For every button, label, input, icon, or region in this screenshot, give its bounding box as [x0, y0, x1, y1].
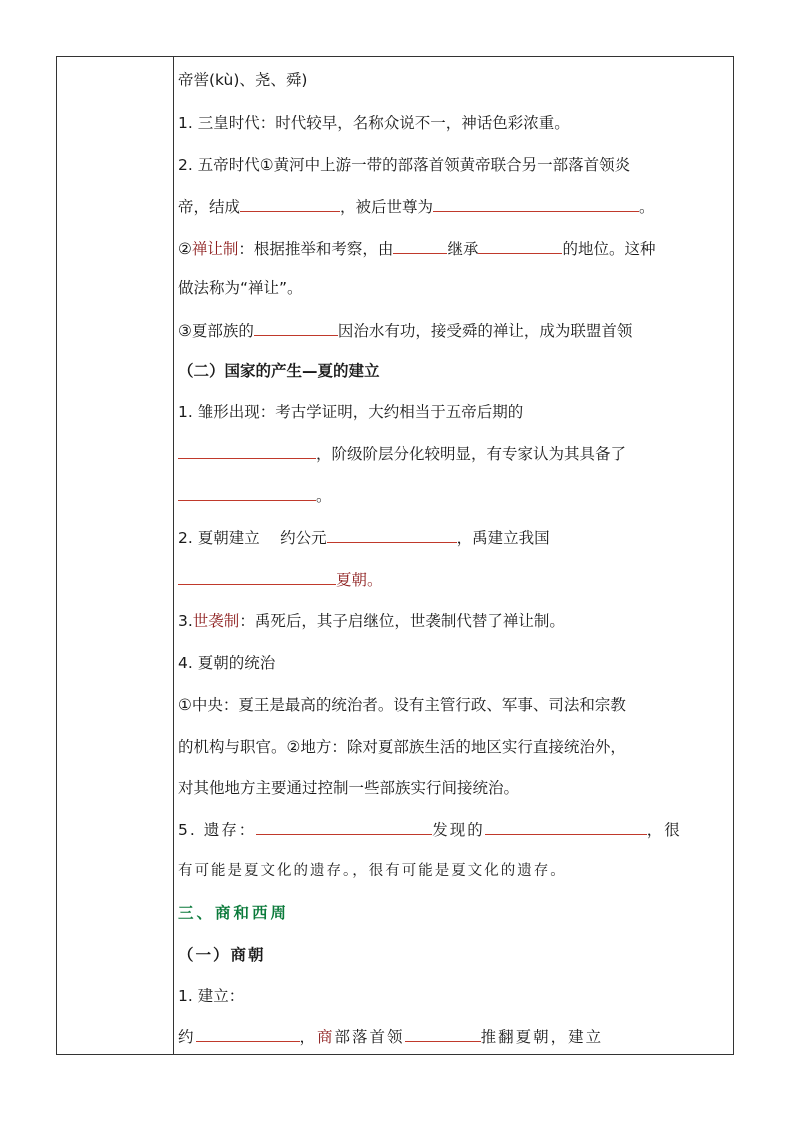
- section-heading: （一）商朝: [178, 946, 266, 964]
- text-line: 对其他地方主要通过控制一些部族实行间接统治。: [178, 779, 520, 797]
- blank-line: [433, 197, 639, 212]
- chapter-heading: 三、商和西周: [178, 904, 290, 922]
- text-line: 1. 雏形出现：考古学证明，大约相当于五帝后期的: [178, 403, 524, 421]
- text-line: ①中央：夏王是最高的统治者。设有主管行政、军事、司法和宗教: [178, 696, 626, 714]
- text-line: ②禅让制：根据推举和考察，由 继承 的地位。这种: [178, 240, 656, 258]
- term-highlight: 禅让制: [191, 240, 239, 258]
- text-line: 有可能是夏文化的遗存。，很有可能是夏文化的遗存。: [178, 863, 567, 879]
- outline-table: [56, 56, 734, 1055]
- column-divider: [173, 57, 174, 1054]
- term-highlight: 夏朝。: [336, 571, 383, 589]
- text-line: ③夏部族的 因治水有功，接受舜的禅让，成为联盟首领: [178, 322, 633, 340]
- blank-line: [256, 820, 432, 835]
- term-highlight: 商: [317, 1028, 335, 1046]
- blank-line: [393, 239, 447, 254]
- blank-line: [485, 820, 647, 835]
- text-line: ，阶级阶层分化较明显，有专家认为其具备了: [178, 443, 626, 465]
- blank-line: [405, 1027, 481, 1042]
- blank-line: [178, 486, 316, 501]
- text-line: 4. 夏朝的统治: [178, 654, 276, 672]
- blank-line: [240, 197, 340, 212]
- text-line: 。: [178, 485, 332, 507]
- section-heading: （二）国家的产生—夏的建立: [178, 362, 380, 380]
- text-line: 帝喾(kù)、尧、舜): [178, 71, 308, 89]
- blank-line: [178, 444, 316, 459]
- term-highlight: 世袭制: [192, 612, 240, 630]
- text-line: 的机构与职官。②地方：除对夏部族生活的地区实行直接统治外，: [178, 738, 626, 756]
- blank-line: [178, 570, 336, 585]
- text-line: 做法称为“禅让”。: [178, 279, 303, 297]
- text-line: 帝，结成 ，被后世尊为 。: [178, 198, 655, 216]
- text-line: 1. 三皇时代：时代较早，名称众说不一，神话色彩浓重。: [178, 114, 570, 132]
- text-line: 约 ，商部落首领 推翻夏朝，建立: [178, 1028, 604, 1046]
- blank-line: [327, 528, 457, 543]
- text-line: 3.世袭制：禹死后，其子启继位，世袭制代替了禅让制。: [178, 612, 565, 630]
- text-line: 5. 遗存： 发现的 ，很: [178, 821, 682, 839]
- text-line: 1. 建立：: [178, 987, 245, 1005]
- blank-line: [478, 239, 562, 254]
- text-line: [178, 569, 383, 591]
- blank-line: [254, 321, 338, 336]
- blank-line: [196, 1027, 300, 1042]
- text-line: 2. 夏朝建立 约公元 ，禹建立我国: [178, 529, 550, 547]
- text-line: 2. 五帝时代①黄河中上游一带的部落首领黄帝联合另一部落首领炎: [178, 156, 631, 174]
